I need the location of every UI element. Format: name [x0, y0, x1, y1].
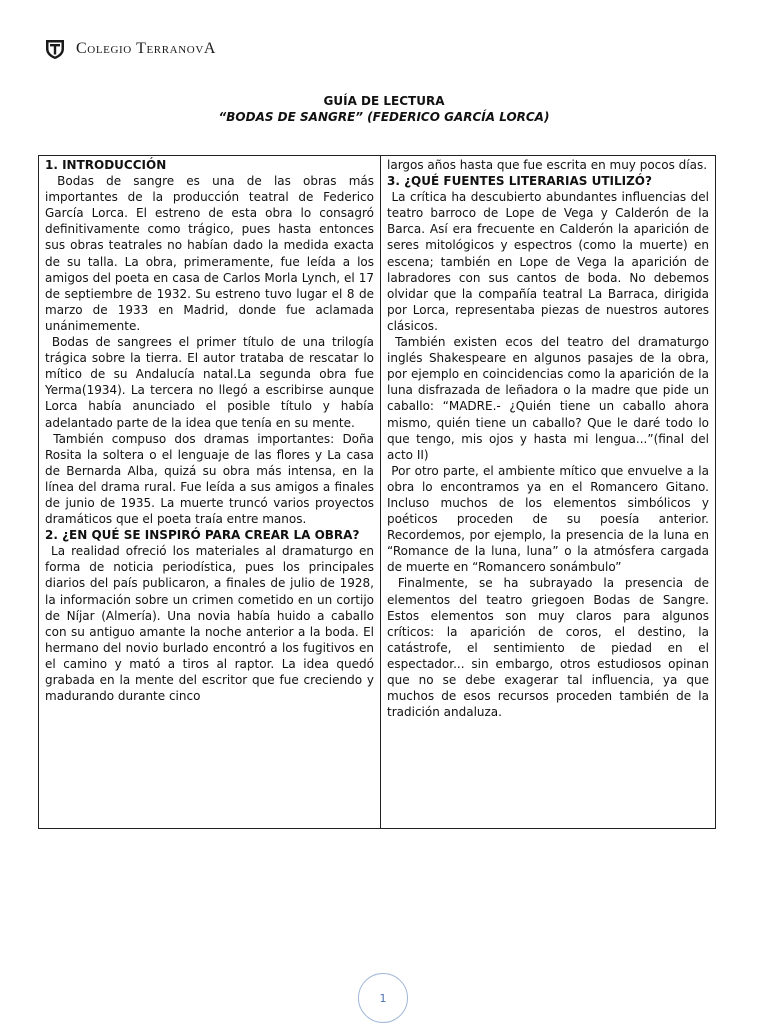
document-header — [44, 38, 216, 60]
table-row — [39, 156, 716, 829]
section-heading-fuentes: 3. ¿QUÉ FUENTES LITERARIAS UTILIZÓ? — [387, 174, 652, 189]
paragraph: Por otro parte, el ambiente mítico que envuelve a la obra lo encontramos ya en el Romancero Gitano. Incluso muchos de los elementos simbólicos y poéticos proceden de su poesía anterior. Recordemos, por ejemplo, la presencia de la luna en “Romance de la luna, luna” o la atmósfera cargada de muerte en “Romancero sonámbulo” — [387, 463, 709, 575]
reading-guide-table — [38, 155, 716, 829]
document-title — [0, 93, 768, 125]
section-heading-inspiracion: 2. ¿EN QUÉ SE INSPIRÓ PARA CREAR LA OBRA? — [45, 528, 360, 543]
paragraph: Bodas de sangrees el primer título de una trilogía trágica sobre la tierra. El autor trataba de rescatar lo mítico de su Andalucía natal.La segunda obra fue Yerma(1934). La tercera no llegó a escribirse aunque Lorca había anunciado el posible título y había adelantado parte de la idea que tenía en su mente. — [45, 335, 374, 430]
paragraph: largos años hasta que fue escrita en muy pocos días. — [387, 158, 708, 172]
left-column — [39, 156, 381, 829]
section-heading-introduccion: 1. INTRODUCCIÓN — [45, 158, 167, 172]
paragraph: También compuso dos dramas importantes: Doña Rosita la soltera o el lenguaje de las flores y La casa de Bernarda Alba, quizá su obra más intensa, en la línea del drama rural. Fue leída a sus amigos a finales de junio de 1935. La muerte truncó varios proyectos dramáticos que el poeta traía entre manos. — [45, 431, 374, 527]
paragraph: Bodas de sangre es una de las obras más importantes de la producción teatral de Federico García Lorca. El estreno de esta obra lo consagró definitivamente como trágico, pues hasta entonces sus obras teatrales no habían dado la medida exacta de su talla. La obra, primeramente, fue leída a los amigos del poeta en casa de Carlos Morla Lynch, el 17 de septiembre de 1932. Su estreno tuvo lugar el 8 de marzo de 1933 en Madrid, donde fue aclamada unánimemente. — [45, 174, 374, 333]
title-line-2: “BODAS DE SANGRE” (FEDERICO GARCÍA LORCA) — [218, 110, 550, 124]
school-name: Colegio TerranovA — [76, 40, 217, 57]
paragraph: Finalmente, se ha subrayado la presencia de elementos del teatro griegoen Bodas de Sangre. Estos elementos son muy claros para algunos críticos: la aparición de coros, el destino, la catástrofe, el sentimiento de piedad en el espectador... sin embargo, otros estudiosos opinan que no se debe exagerar tal influencia, ya que muchos de esos recursos proceden también de la tradición andaluza. — [387, 576, 709, 720]
title-line-1: GUÍA DE LECTURA — [323, 94, 445, 108]
paragraph: La crítica ha descubierto abundantes influencias del teatro barroco de Lope de Vega y Calderón de la Barca. Así era frecuente en Calderón la aparición de seres mitológicos y espectros (como la muerte) en escena; también en Lope de Vega la aparición de labradores con sus cantos de boda. No debemos olvidar que la compañía teatral La Barraca, dirigida por Lorca, representaba piezas de nuestros autores clásicos. — [387, 190, 709, 333]
paragraph: También existen ecos del teatro del dramaturgo inglés Shakespeare en algunos pasajes de la obra, por ejemplo en coincidencias como la aparición de la luna disfrazada de leñadora o la madre que pide un caballo: “MADRE.- ¿Quién tiene un caballo ahora mismo, quién tiene un caballo? Que le daré todo lo que tengo, mis ojos y hasta mi lengua...”(final del acto II) — [387, 335, 709, 462]
page-number: 1 — [358, 973, 408, 1023]
right-column — [381, 156, 716, 829]
shield-t-logo-icon — [44, 38, 66, 60]
paragraph: La realidad ofreció los materiales al dramaturgo en forma de noticia periodística, pues los principales diarios del país publicaron, a finales de julio de 1928, la información sobre un crimen cometido en un cortijo de Níjar (Almería). Una novia había huido a caballo con su antiguo amante la noche anterior a la boda. El hermano del novio burlado encontró a los fugitivos en el camino y mató a tiros al raptor. La idea quedó grabada en la mente del escritor que fue creciendo y madurando durante cinco — [45, 544, 374, 704]
